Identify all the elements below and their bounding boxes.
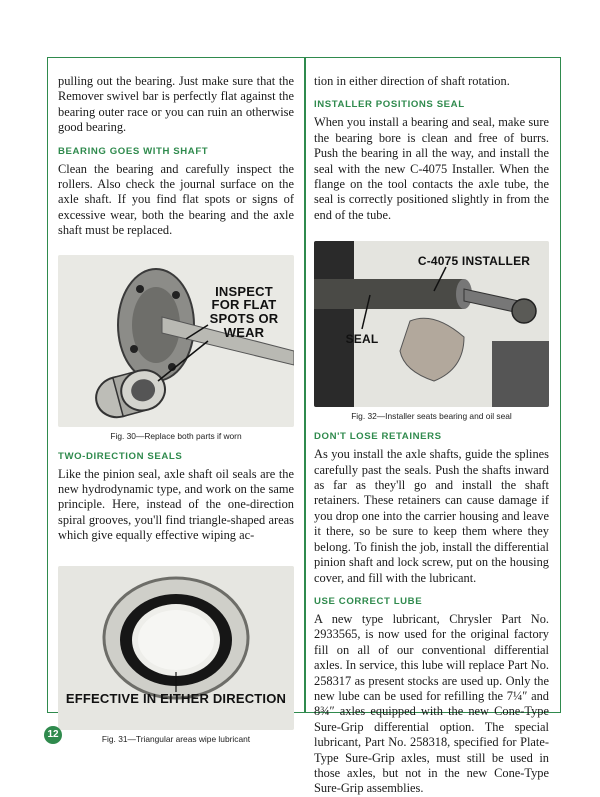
figure-30-caption: Fig. 30—Replace both parts if worn: [110, 430, 242, 441]
body-paragraph: pulling out the bearing. Just make sure that the Remover swivel bar is perfectly flat against the bearing outer race or you can ruin an otherwise good bearing.: [58, 74, 294, 135]
figure-30-photo: [58, 255, 294, 427]
right-column: [314, 74, 549, 797]
figure-32-caption: Fig. 32—Installer seats bearing and oil seal: [351, 411, 512, 422]
section-heading: BEARING GOES WITH SHAFT: [58, 145, 209, 157]
section-heading: INSTALLER POSITIONS SEAL: [314, 99, 465, 111]
body-paragraph: A new type lubricant, Chrysler Part No. 2933565, is now used for the original factory fill on all of our conventional differential axles. In service, this lube will replace Part No. 258317 as present stocks are used up. Only the new lube can be used for refilling the 7¼″ and 8¾″ axles equipped with the new Cone-Type Sure-Grip differential option. The special lubricant, Part No. 258318, specified for Plate-Type Sure-Grip axles, must still be used in those axles, but not in the new Cone-Type Sure-Grip assemblies.: [314, 611, 549, 796]
body-paragraph: Like the pinion seal, axle shaft oil seals are the new hydrodynamic type, and work on the same principle. Here, instead of the one-direction spiral grooves, you'll find triangle-shaped areas which give equally effective wiping ac-: [58, 466, 294, 543]
inspect-label: INSPECT FOR FLAT SPOTS OR WEAR: [209, 283, 279, 340]
effective-label: EFFECTIVE IN EITHER DIRECTION: [65, 690, 287, 706]
body-paragraph: As you install the axle shafts, guide the splines carefully past the seals. Push the shafts inward as far as they'll go and install the shaft retainers. These retainers can cause damage if you drop one into the carrier housing and leave it there, so be sure to keep them where they belong. To finish the job, install the differential pinion shaft and lock screw, put on the housing cover, and fill with the lubricant.: [314, 447, 549, 585]
figure-32-photo: [314, 241, 549, 407]
section-heading: DON'T LOSE RETAINERS: [314, 431, 442, 443]
figure-31-caption: Fig. 31—Triangular areas wipe lubricant: [101, 733, 251, 744]
body-paragraph: Clean the bearing and carefully inspect the rollers. Also check the journal surface on the axle shaft. If you find flat spots or signs of excessive wear, both the bearing and the axle shaft must be replaced.: [58, 161, 294, 238]
page-number-badge: 12: [44, 726, 62, 744]
section-heading: USE CORRECT LUBE: [314, 595, 423, 607]
installer-label: C-4075 INSTALLER: [417, 254, 531, 269]
seal-label: SEAL: [345, 332, 379, 347]
figure-31-photo: [58, 566, 294, 730]
axle-shaft-illustration: [58, 255, 294, 427]
left-column: [58, 74, 294, 750]
body-paragraph: When you install a bearing and seal, make sure the bearing bore is clean and free of burrs. Push the bearing in all the way, and install the seal with the new C-4075 Installer. When the flange on the tool contacts the axle tube, the seal is correctly positioned slightly in from the end of the tube.: [314, 115, 549, 222]
column-divider: [304, 57, 306, 713]
section-heading: TWO-DIRECTION SEALS: [58, 450, 183, 462]
body-paragraph: tion in either direction of shaft rotation.: [314, 74, 510, 88]
